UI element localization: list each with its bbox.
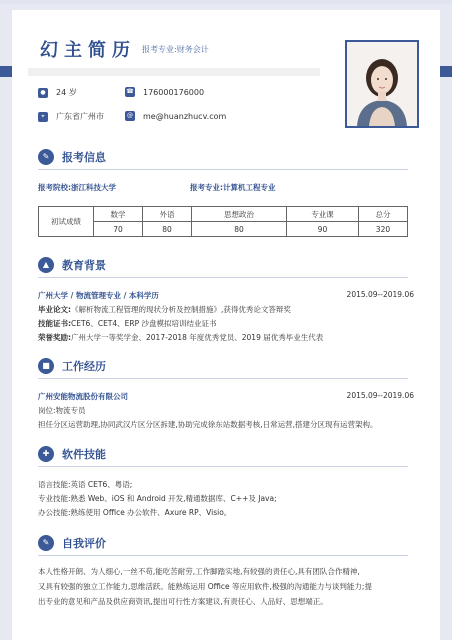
exam-school (38, 182, 116, 193)
location-row (38, 111, 104, 122)
score-header: 思想政治 (192, 207, 287, 222)
score-table (38, 206, 408, 237)
section-skills-divider (38, 466, 408, 467)
portrait-image (347, 42, 417, 126)
puzzle-icon: ✚ (38, 446, 54, 462)
education-school-line: 广州大学 / 物流管理专业 / 本科学历 (38, 291, 159, 300)
job-target (142, 44, 209, 55)
self-line: 本人性格开朗、为人细心,一丝不苟,能吃苦耐劳,工作脚踏实地,有较强的责任心,具有团队合作精神, (38, 567, 360, 576)
section-education-header (38, 257, 106, 273)
thesis-label: 毕业论文: (38, 305, 71, 314)
exam-major-value: 计算机工程专业 (223, 183, 276, 192)
score-row-label: 初试成绩 (39, 207, 94, 237)
work-company: 广州安能物流股份有限公司 (38, 392, 128, 401)
thesis-value: 《解析物流工程管理的现状分析及控制措施》,获得优秀论文答辩奖 (71, 305, 291, 314)
honor-label: 荣誉奖励: (38, 333, 71, 342)
job-target-label: 报考专业: (142, 45, 177, 54)
work-description: 担任分区运营助理,协同武汉片区分区拆建,协助完成徐东站数据考核,日常运营,搭建分区现有运营架构。 (38, 420, 378, 429)
location-icon: ⌖ (38, 112, 48, 122)
skill-line: 语言技能:英语 CET6、粤语; (38, 480, 133, 489)
section-education-title: 教育背景 (62, 259, 106, 272)
section-work-divider (38, 378, 408, 379)
exam-major-label: 报考专业: (190, 183, 223, 192)
email-icon: @ (127, 112, 133, 119)
score-header: 专业课 (286, 207, 358, 222)
profile-photo (345, 40, 419, 128)
skill-line: 专业技能:熟悉 Web、iOS 和 Android 开发,精通数据库、C++及 Java; (38, 494, 277, 503)
resume-title: 幻主简历 (40, 40, 136, 61)
score-header: 数学 (94, 207, 143, 222)
email-value: me@huanzhucv.com (143, 111, 227, 121)
phone-icon: ☎ (126, 88, 134, 95)
score-cell: 80 (192, 222, 287, 237)
email-row (125, 111, 226, 121)
table-row (39, 222, 408, 237)
age-value: 24 岁 (56, 88, 77, 97)
section-exam-divider (38, 169, 408, 170)
location-value: 广东省广州市 (56, 112, 104, 121)
exam-major (190, 182, 276, 193)
cert-label: 技能证书: (38, 319, 71, 328)
graduation-cap-icon: ▲ (38, 257, 54, 273)
education-thesis (38, 304, 291, 315)
score-cell: 320 (358, 222, 407, 237)
section-exam-header (38, 149, 106, 165)
education-cert (38, 318, 217, 329)
section-exam-title: 报考信息 (62, 151, 106, 164)
score-header: 总分 (358, 207, 407, 222)
self-line: 又具有较强的独立工作能力,思维活跃。能熟练运用 Office 等应用软件,极强的沟通能力与谈判能力;提 (38, 582, 372, 591)
person-icon: ● (38, 88, 48, 98)
phone-value: 176000176000 (143, 87, 205, 97)
work-position: 岗位:物流专员 (38, 406, 86, 415)
briefcase-icon: ■ (38, 358, 54, 374)
score-header: 外语 (143, 207, 192, 222)
age-row (38, 87, 77, 98)
table-row (39, 207, 408, 222)
section-self-title: 自我评价 (62, 537, 106, 550)
section-skills-title: 软件技能 (62, 448, 106, 461)
work-period: 2015.09--2019.06 (346, 391, 414, 400)
section-work-title: 工作经历 (62, 360, 106, 373)
pencil-icon: ✎ (38, 535, 54, 551)
section-skills-header (38, 446, 106, 462)
section-work-header (38, 358, 106, 374)
score-cell: 90 (286, 222, 358, 237)
education-honor (38, 332, 323, 343)
score-cell: 80 (143, 222, 192, 237)
section-education-divider (38, 277, 408, 278)
header-divider (28, 68, 320, 76)
honor-value: 广州大学一等奖学金、2017-2018 年度优秀党员、2019 届优秀毕业生代表 (71, 333, 324, 342)
section-self-divider (38, 555, 408, 556)
job-target-value: 财务会计 (176, 45, 209, 54)
exam-school-label: 报考院校: (38, 183, 71, 192)
self-line: 出专业的意见和产品及供应商资讯,提出可行性方案建议,有责任心、人品好、思想端正。 (38, 597, 328, 606)
score-cell: 70 (94, 222, 143, 237)
skill-line: 办公技能:熟练使用 Office 办公软件、Axure RP、Visio。 (38, 508, 232, 517)
exam-school-value: 浙江科技大学 (71, 183, 116, 192)
section-self-header (38, 535, 106, 551)
cert-value: CET6、CET4、ERP 沙盘模拟培训结业证书 (71, 319, 217, 328)
phone-row (125, 87, 204, 97)
education-period: 2015.09--2019.06 (346, 290, 414, 299)
pencil-icon: ✎ (38, 149, 54, 165)
top-edge (0, 0, 452, 4)
